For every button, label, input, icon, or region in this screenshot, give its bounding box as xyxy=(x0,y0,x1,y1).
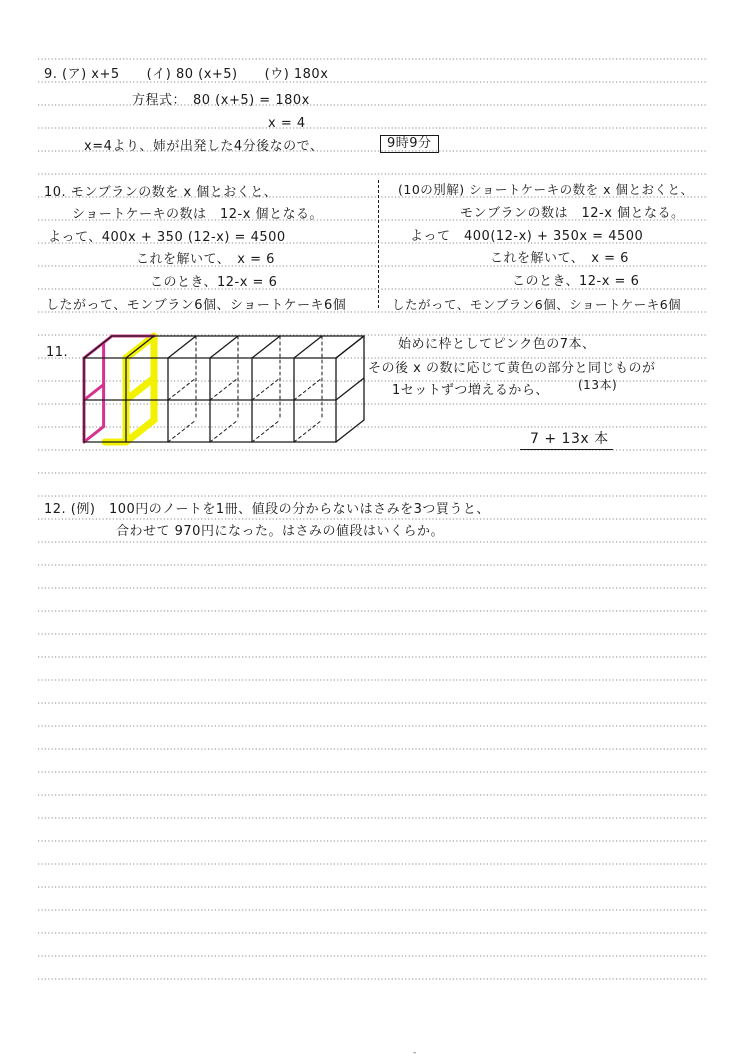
hidden-edge xyxy=(210,378,238,400)
box-top-diagonal xyxy=(210,336,238,358)
q10-right-line4: これを解いて、 x = 6 xyxy=(490,251,629,266)
hidden-edge xyxy=(294,420,322,442)
hidden-edge xyxy=(252,378,280,400)
box-top-diagonal xyxy=(126,336,154,358)
yellow-highlight xyxy=(126,420,154,442)
yellow-highlight xyxy=(126,378,154,400)
hidden-edge xyxy=(168,378,196,400)
q11-text2: その後 x の数に応じて黄色の部分と同じものが xyxy=(368,361,656,376)
hidden-edge xyxy=(210,420,238,442)
q10-divider xyxy=(378,180,379,308)
q12-line1: 12. (例) 100円のノートを1冊、値段の分からないはさみを3つ買うと、 xyxy=(44,502,490,517)
q10-right-line6: したがって、モンブラン6個、ショートケーキ6個 xyxy=(392,297,682,312)
box-frame-drawing xyxy=(74,330,334,460)
q10-left-line3: よって、400x + 350 (12-x) = 4500 xyxy=(48,230,286,245)
q9-answer: 9時9分 xyxy=(380,135,439,153)
q11-text1: 始めに枠としてピンク色の7本、 xyxy=(398,337,596,352)
q10-right-line5: このとき、12-x = 6 xyxy=(512,274,640,289)
hidden-edge xyxy=(168,420,196,442)
box-top-diagonal xyxy=(168,336,196,358)
pink-frame-edge xyxy=(84,427,104,442)
box-top-diagonal xyxy=(252,336,280,358)
q9-line1: 9. (ア) x+5 (イ) 80 (x+5) (ウ) 180x xyxy=(44,67,329,82)
q10-left-line2: ショートケーキの数は 12-x 個となる。 xyxy=(72,207,324,222)
q9-conclusion: x=4より、姉が出発した4分後なので、 xyxy=(84,139,324,154)
box-top-diagonal xyxy=(294,336,322,358)
q10-left-line5: このとき、12-x = 6 xyxy=(150,275,278,290)
q11-label: 11. xyxy=(46,345,69,360)
box-top-diagonal xyxy=(84,336,112,358)
q10-left-line4: これを解いて、 x = 6 xyxy=(136,252,275,267)
q9-equation: 方程式： 80 (x+5) = 180x xyxy=(132,93,310,108)
q10-right-line2: モンブランの数は 12-x 個となる。 xyxy=(460,206,685,221)
q10-right-line3: よって 400(12-x) + 350x = 4500 xyxy=(410,229,644,244)
pink-frame-edge xyxy=(84,385,104,400)
q10-right-line1: (10の別解) ショートケーキの数を x 個とおくと、 xyxy=(398,182,694,197)
hidden-edge xyxy=(252,420,280,442)
q10-left-line6: したがって、モンブラン6個、ショートケーキ6個 xyxy=(46,298,347,313)
q12-line2: 合わせて 970円になった。はさみの値段はいくらか。 xyxy=(116,524,444,539)
q9-solution: x = 4 xyxy=(268,116,306,131)
page-bottom-mark: - xyxy=(413,1048,417,1058)
q11-text3: 1セットずつ増えるから、 xyxy=(392,383,549,398)
q11-note: (13本) xyxy=(578,378,618,392)
q11-answer: 7 + 13x 本 xyxy=(520,431,613,450)
hidden-edge xyxy=(294,378,322,400)
q10-left-line1: 10. モンブランの数を x 個とおくと、 xyxy=(44,185,278,200)
